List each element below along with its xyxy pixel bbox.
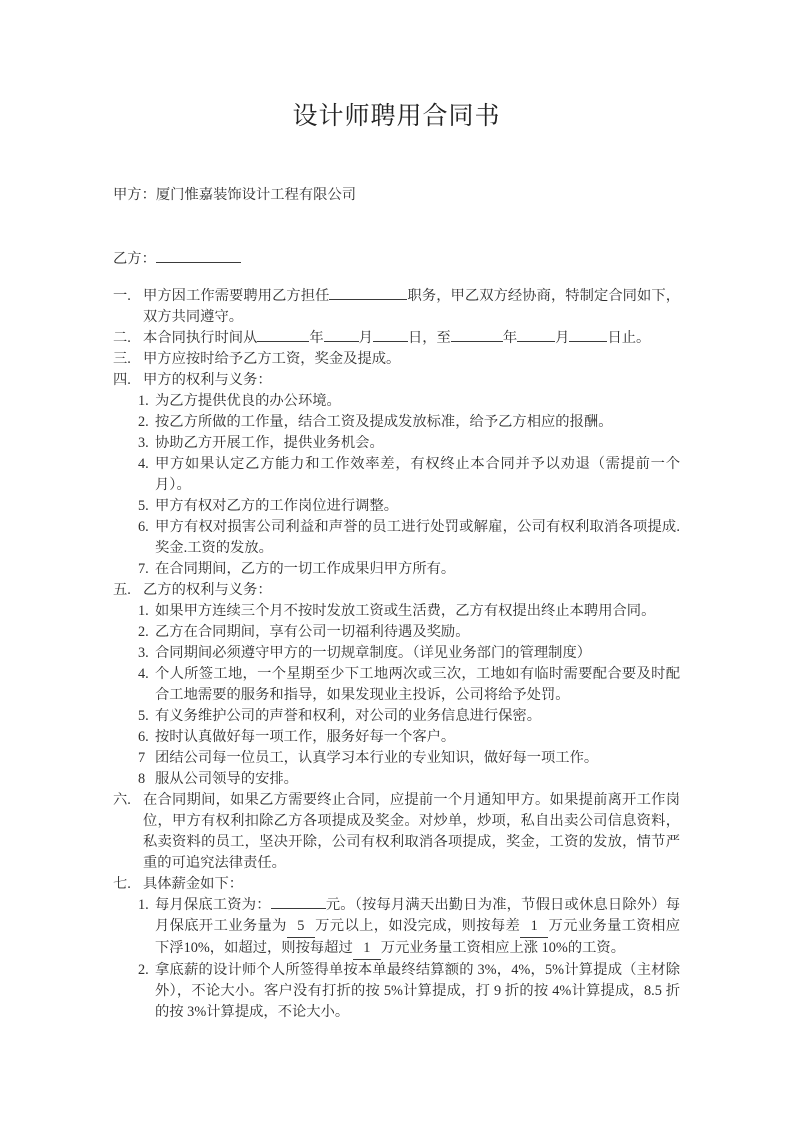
blank-field: 5 xyxy=(287,916,315,938)
blank-field xyxy=(451,341,503,342)
text-segment: 乙方的权利与义务： xyxy=(143,582,272,598)
text-segment: 有义务维护公司的声誉和权利，对公司的业务信息进行保密。 xyxy=(155,708,542,724)
clause-text xyxy=(143,328,680,349)
text-segment: 月 xyxy=(358,330,373,346)
text-segment: 年 xyxy=(502,330,518,346)
text-segment: 具体薪金如下： xyxy=(143,876,244,892)
text-segment: 元。（按每月满天出勤日为准，节假日或休息日除外）每月保底开工业务量为 xyxy=(155,897,680,934)
text-segment: 月 xyxy=(555,330,570,346)
subitem-text xyxy=(155,559,680,580)
subitem-number: 2. xyxy=(138,962,149,978)
subitem-text xyxy=(155,622,680,643)
subitem-text xyxy=(155,454,680,496)
subitem-number: 1. xyxy=(138,603,149,619)
text-segment: 万元业务量工资相应上涨 10%的工资。 xyxy=(380,940,626,956)
clause-subitem xyxy=(138,517,680,559)
clause xyxy=(113,328,680,349)
clause-text xyxy=(143,286,680,328)
text-segment: 个人所签工地，一个星期至少下工地两次或三次，工地如有临时需要配合要及时配合工地需要的服务和指导，如果发现业主投诉，公司将给予处罚。 xyxy=(155,666,680,703)
clause-subitem xyxy=(138,895,680,960)
text-segment: 在合同期间，如果乙方需要终止合同，应提前一个月通知甲方。如果提前离开工作岗位，甲方有权利扣除乙方各项提成及奖金。对炒单，炒项，私自出卖公司信息资料，私卖资料的员工，坚决开除，公司有权利取消各项提成，奖金，工资的发放，情节严重的可追究法律责任。 xyxy=(143,792,680,871)
subitem-number: 2. xyxy=(138,414,149,430)
clause-number: 四. xyxy=(113,372,131,388)
clause-text xyxy=(143,349,680,370)
text-segment: 乙方在合同期间，享有公司一切福利待遇及奖励。 xyxy=(155,624,470,640)
clause-number: 三. xyxy=(113,351,131,367)
subitem-text xyxy=(155,433,680,454)
party-a-label: 甲方： xyxy=(113,187,156,203)
party-b-blank-field xyxy=(156,262,241,263)
text-segment: 甲方应按时给予乙方工资，奖金及提成。 xyxy=(143,351,401,367)
blank-field xyxy=(373,341,408,342)
blank-field: 1 xyxy=(520,916,548,938)
clause-subitem xyxy=(138,412,680,433)
subitem-number: 8 xyxy=(138,771,146,787)
party-b-label: 乙方： xyxy=(113,251,156,267)
clause-text xyxy=(143,790,680,874)
subitem-text xyxy=(155,517,680,559)
clause-subitem xyxy=(138,643,680,664)
blank-field xyxy=(329,299,407,300)
clause xyxy=(113,349,680,370)
text-segment: 在合同期间，乙方的一切工作成果归甲方所有。 xyxy=(155,561,456,577)
clause-subitem xyxy=(138,960,680,1023)
text-segment: 万元业务量工资相应下浮10%，如超过，则按每超过 xyxy=(155,918,681,956)
text-segment: 按乙方所做的工作量，结合工资及提成发放标准，给予乙方相应的报酬。 xyxy=(155,414,613,430)
clause-subitem xyxy=(138,433,680,454)
clause-subitem xyxy=(138,454,680,496)
text-segment: 每月保底工资为： xyxy=(155,897,271,913)
subitem-number: 5. xyxy=(138,498,149,514)
text-segment: 合同期间必须遵守甲方的一切规章制度。（详见业务部门的管理制度） xyxy=(155,645,592,661)
blank-field xyxy=(271,908,326,909)
blank-field xyxy=(517,341,555,342)
subitem-text xyxy=(155,960,680,1023)
subitem-text xyxy=(155,664,680,706)
text-segment: 服从公司领导的安排。 xyxy=(155,771,298,787)
subitem-number: 3. xyxy=(138,435,149,451)
subitem-number: 4. xyxy=(138,666,149,682)
text-segment: 甲方因工作需要聘用乙方担任 xyxy=(143,288,330,304)
subitem-text xyxy=(155,727,680,748)
blank-field xyxy=(569,341,607,342)
clause xyxy=(113,874,680,895)
text-segment: 职务，甲乙双方经协商，特制定合同如下，双方共同遵守。 xyxy=(143,288,680,325)
subitem-number: 5. xyxy=(138,708,149,724)
clause-subitem xyxy=(138,664,680,706)
subitem-number: 1. xyxy=(138,897,149,913)
subitem-number: 4. xyxy=(138,456,149,472)
clause-subitem xyxy=(138,391,680,412)
subitem-text xyxy=(155,769,680,790)
clause-subitem xyxy=(138,559,680,580)
clause-subitem xyxy=(138,622,680,643)
subitem-number: 6. xyxy=(138,519,149,535)
party-b-line xyxy=(113,249,680,270)
subitem-number: 3. xyxy=(138,645,149,661)
clause-text xyxy=(143,370,680,391)
clause-number: 五. xyxy=(113,582,131,598)
text-segment: 万元以上，如没完成，则按每差 xyxy=(314,918,521,934)
clause-subitem xyxy=(138,769,680,790)
text-segment: 团结公司每一位员工，认真学习本行业的专业知识，做好每一项工作。 xyxy=(155,750,599,766)
blank-field xyxy=(324,341,359,342)
clause-subitem xyxy=(138,748,680,769)
clause-subitem xyxy=(138,706,680,727)
text-segment: 甲方的权利与义务： xyxy=(143,372,272,388)
clause-text xyxy=(143,874,680,895)
party-a-line xyxy=(113,185,680,206)
subitem-number: 2. xyxy=(138,624,149,640)
subitem-number: 7 xyxy=(138,750,146,766)
subitem-text xyxy=(155,496,680,517)
clause xyxy=(113,580,680,601)
text-segment: 甲方有权对乙方的工作岗位进行调整。 xyxy=(155,498,399,514)
text-segment: 甲方如果认定乙方能力和工作效率差，有权终止本合同并予以劝退（需提前一个月）。 xyxy=(155,456,680,493)
text-segment: 拿底薪的设计师个人所签得单按本单最终结算额的 3%，4%，5%计算提成（主材除外），不论大小。客户没有打折的按 5%计算提成，打 9 折的按 4%计算提成，8.5 折的按 3%计算提成，不论大小。 xyxy=(155,962,680,1020)
subitem-text xyxy=(155,643,680,664)
clause-number: 六. xyxy=(113,792,131,808)
text-segment: 日，至 xyxy=(407,330,451,346)
clause-list xyxy=(113,286,680,1023)
clause-text xyxy=(143,580,680,601)
subitem-text xyxy=(155,391,680,412)
subitem-text xyxy=(155,412,680,433)
text-segment: 为乙方提供优良的办公环境。 xyxy=(155,393,341,409)
text-segment: 按时认真做好每一项工作，服务好每一个客户。 xyxy=(155,729,456,745)
subitem-number: 7. xyxy=(138,561,149,577)
page-title: 设计师聘用合同书 xyxy=(292,103,501,130)
clause-subitem xyxy=(138,496,680,517)
subitem-text xyxy=(155,601,680,622)
blank-field xyxy=(257,341,309,342)
text-segment: 甲方有权对损害公司利益和声誉的员工进行处罚或解雇，公司有权利取消各项提成.奖金.工资的发放。 xyxy=(155,519,680,556)
text-segment: 日止。 xyxy=(607,330,651,346)
clause-number: 一. xyxy=(113,288,131,304)
party-a-value: 厦门惟嘉装饰设计工程有限公司 xyxy=(155,187,357,203)
subitem-text xyxy=(155,706,680,727)
subitem-text xyxy=(155,895,680,960)
clause-number: 二. xyxy=(113,330,131,346)
clause-subitem xyxy=(138,727,680,748)
text-segment: 年 xyxy=(309,330,324,346)
clause xyxy=(113,370,680,391)
text-segment: 如果甲方连续三个月不按时发放工资或生活费，乙方有权提出终止本聘用合同。 xyxy=(155,603,656,619)
clause-number: 七. xyxy=(113,876,131,892)
clause xyxy=(113,790,680,874)
text-segment: 本合同执行时间从 xyxy=(143,330,258,346)
subitem-number: 6. xyxy=(138,729,149,745)
text-segment: 协助乙方开展工作，提供业务机会。 xyxy=(155,435,384,451)
subitem-text xyxy=(155,748,680,769)
clause-subitem xyxy=(138,601,680,622)
blank-field: 1 xyxy=(353,938,381,960)
clause xyxy=(113,286,680,328)
subitem-number: 1. xyxy=(138,393,149,409)
